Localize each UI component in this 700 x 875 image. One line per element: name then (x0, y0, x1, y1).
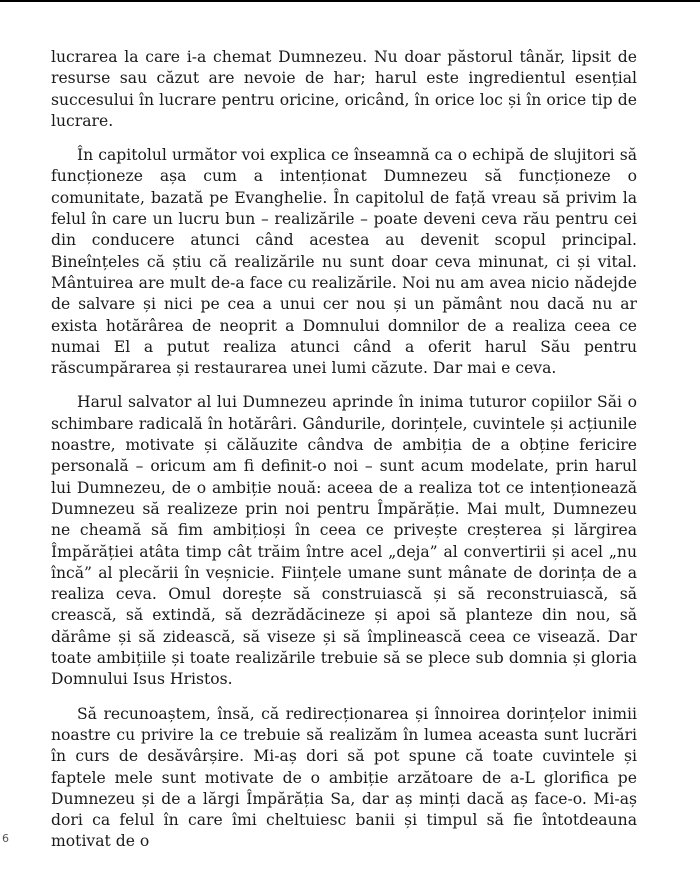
top-rule (0, 0, 700, 2)
page-number: 6 (2, 832, 9, 845)
paragraph-2: În capitolul următor voi explica ce înseamnă ca o echipă de slujitori să funcționeze așa cum a intenționat Dumnezeu să funcționeze o comunitate, bazată pe Evanghelie. În capitolul de față vreau să privim la felul în care un lucru bun – realizările – poate deveni ceva rău pentru cei din conducere atunci când acestea au devenit scopul principal. Bineînțeles că știu că realizările nu sunt doar ceva minunat, ci și vital. Mântuirea are mult de-a face cu realizările. Noi nu am avea nicio nădejde de salvare și nici pe cea a unui cer nou și un pământ nou dacă nu ar exista hotărârea de neoprit a Domnului domnilor de a realiza ceea ce numai El a putut realiza atunci când a oferit harul Său pentru răscumpărarea și restaurarea unei lumi căzute. Dar mai e ceva. (51, 146, 637, 378)
paragraph-1: lucrarea la care i-a chemat Dumnezeu. Nu doar păstorul tânăr, lipsit de resurse sau căzut are nevoie de har; harul este ingredientul esențial succesului în lucrare pentru oricine, oricând, în orice loc și în orice tip de lucrare. (51, 48, 637, 130)
paragraph-4: Să recunoaștem, însă, că redirecționarea și înnoirea dorințelor inimii noastre cu privire la ce trebuie să realizăm în lumea aceasta sunt lucrări în curs de desăvârșire. Mi-aș dori să pot spune că toate cuvintele și faptele mele sunt motivate de o ambiție arzătoare de a-L glorifica pe Dumnezeu și de a lărgi Împărăția Sa, dar aș minți dacă aș face-o. Mi-aș dori ca felul în care îmi cheltuiesc banii și timpul să fie întotdeauna motivat de o (51, 704, 637, 851)
page-body (51, 47, 637, 866)
paragraph-3: Harul salvator al lui Dumnezeu aprinde în inima tuturor copiilor Săi o schimbare radicală în hotărâri. Gândurile, dorințele, cuvintele și acțiunile noastre, motivate și călăuzite cândva de ambiția de a obține fericire personală – oricum am fi definit-o noi – sunt acum modelate, prin harul lui Dumnezeu, de o ambiție nouă: aceea de a realiza tot ce intenționează Dumnezeu să realizeze prin noi pentru Împărăție. Mai mult, Dumnezeu ne cheamă să fim ambițioși în ceea ce privește creșterea și lărgirea Împărăției atâta timp cât trăim între acel „deja” al convertirii și acel „nu încă” al plecării în veșnicie. Ființele umane sunt mânate de dorința de a realiza ceva. Omul dorește să construiască și să reconstruiască, să crească, să extindă, să dezrădăcineze și apoi să planteze din nou, să dărâme și să zidească, să viseze și să împlinească ceea ce visează. Dar toate ambițiile și toate realizările trebuie să se plece sub domnia și gloria Domnului Isus Hristos. (51, 393, 637, 689)
